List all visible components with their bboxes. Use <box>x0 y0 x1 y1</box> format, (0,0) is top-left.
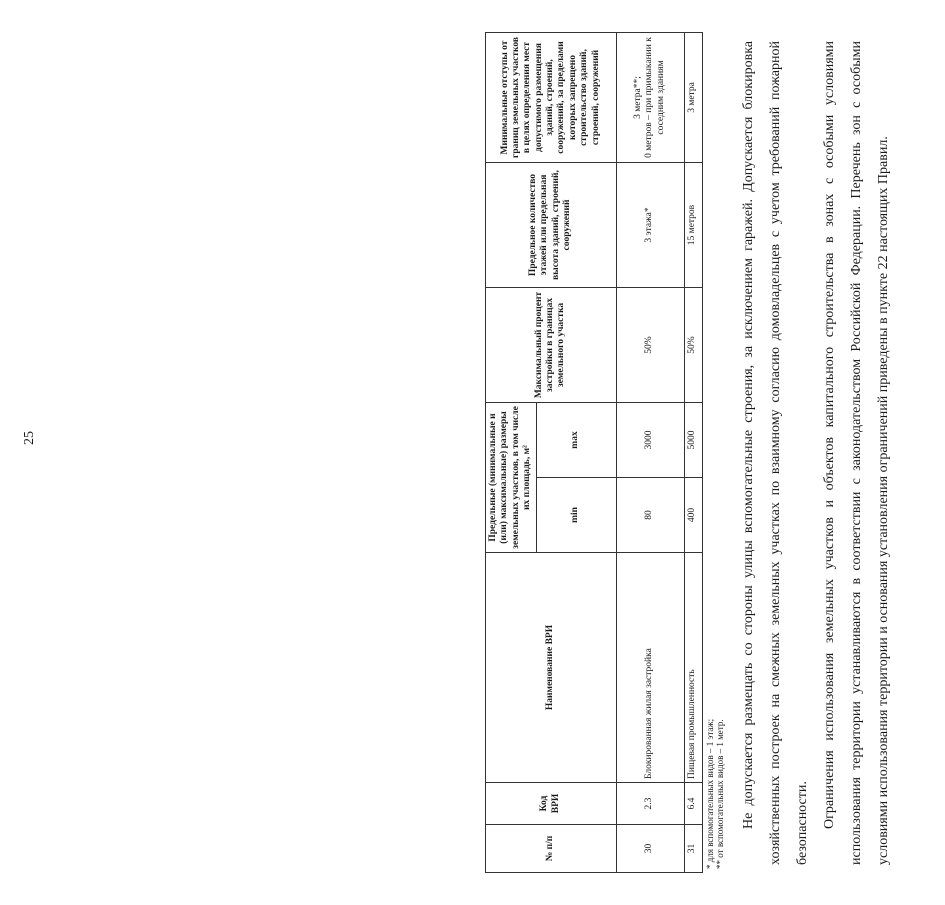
cell-num: 31 <box>684 825 702 873</box>
footnote: ** от вспомогательных видов – 1 метр. <box>714 719 725 869</box>
paragraph: Ограничения использования земельных участков и объектов капитального строительства в зонах с особыми условиями использования территории устанавливаются в соответствии с законодательством Российской Федерации. Перечень зон с особыми условиями использования территории и основания установления ограничений приведены в пункте 22 настоящих Правил. <box>822 41 892 865</box>
header-code: Код ВРИ <box>486 783 617 825</box>
header-min: min <box>536 478 616 553</box>
header-sizes: Предельные (минимальные и (или) максимальные) размеры земельных участков, в том числе их площадь, м² <box>486 403 537 553</box>
cell-percent: 50% <box>616 288 684 403</box>
cell-setbacks <box>616 33 684 163</box>
cell-percent: 50% <box>684 288 702 403</box>
table-row <box>616 33 684 873</box>
header-num: № п/п <box>486 825 617 873</box>
header-setbacks: Минимальные отступы от границ земельных участков в целях определения мест допустимого размещения зданий, строений, сооружений, за пределами которых запрещено строительство зданий, строений, сооружений <box>486 33 617 163</box>
cell-min: 400 <box>684 478 702 553</box>
cell-max: 5000 <box>684 403 702 478</box>
rotated-page-content <box>485 33 945 873</box>
cell-floors: 15 метров <box>684 163 702 288</box>
cell-max: 3000 <box>616 403 684 478</box>
header-max: max <box>536 403 616 478</box>
cell-min: 80 <box>616 478 684 553</box>
cell-name: Блокированная жилая застройка <box>616 553 684 783</box>
paragraph: Не допускается размещать со стороны улицы вспомогательные строения, за исключением гаражей. Допускается блокировка хозяйственных построек на смежных земельных участках по взаимному согласию домовладельцев с учетом требований пожарной безопасности. <box>741 41 811 865</box>
cell-num: 30 <box>616 825 684 873</box>
setback-line: 3 метра**; <box>632 76 643 119</box>
header-percent: Максимальный процент застройки в границах земельного участка <box>486 288 617 403</box>
regulations-table <box>485 32 703 873</box>
table-row <box>684 33 702 873</box>
header-floors: Предельное количество этажей или предельная высота зданий, строений, сооружений <box>486 163 617 288</box>
page-number: 25 <box>22 431 37 445</box>
footnote: * для вспомогательных видов – 1 этаж; <box>704 718 715 869</box>
body-text <box>735 41 897 865</box>
cell-code: 6.4 <box>684 783 702 825</box>
table-footnotes <box>705 33 726 869</box>
cell-floors: 3 этажа* <box>616 163 684 288</box>
setback-line: 0 метров – при примыкании к соседним зданиям <box>644 37 666 158</box>
header-name: Наименование ВРИ <box>486 553 617 783</box>
cell-code: 2.3 <box>616 783 684 825</box>
cell-setbacks: 3 метра <box>684 33 702 163</box>
cell-name: Пищевая промышленность <box>684 553 702 783</box>
